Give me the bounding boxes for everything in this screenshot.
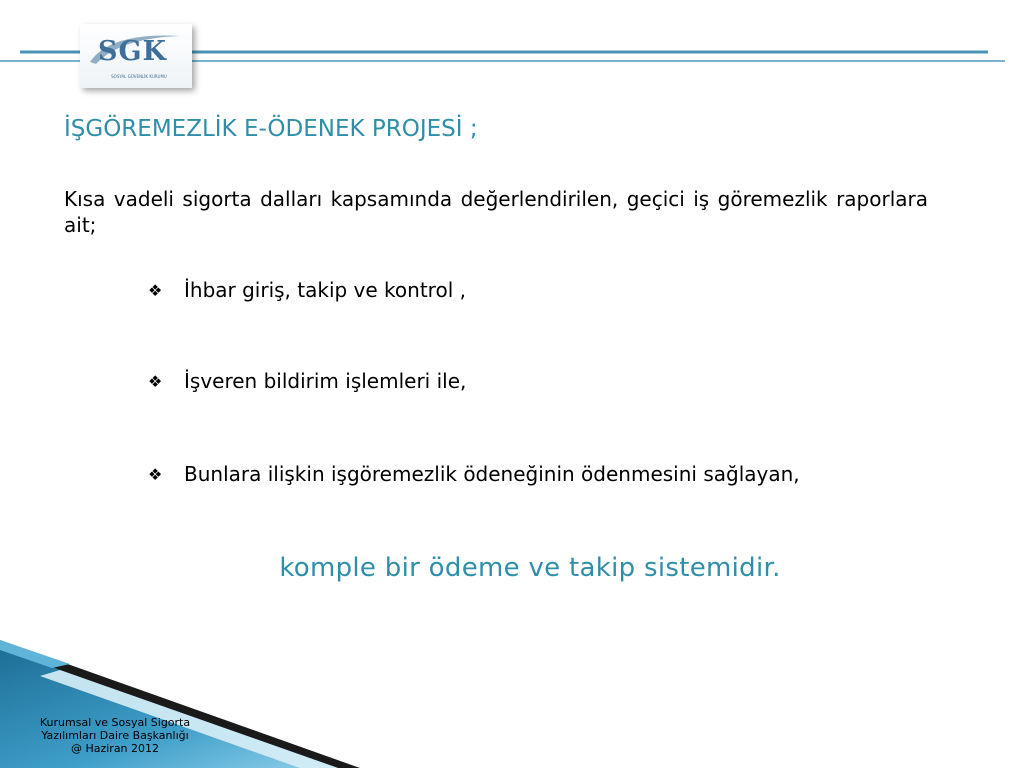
footer-line-3: @ Haziran 2012 bbox=[70, 742, 160, 755]
footer-line-1: Kurumsal ve Sosyal Sigorta bbox=[39, 716, 191, 729]
footer-line-2: Yazılımları Daire Başkanlığı bbox=[41, 729, 189, 742]
bullet-text-1: İhbar giriş, takip ve kontrol , bbox=[184, 278, 466, 302]
bullet-item-2 bbox=[148, 369, 928, 394]
sgk-logo bbox=[80, 24, 192, 88]
bullet-text-3: Bunlara ilişkin işgöremezlik ödeneğinin ödenmesini sağlayan, bbox=[184, 462, 800, 486]
logo-subtitle: SOSYAL GÜVENLİK KURUMU bbox=[111, 74, 167, 79]
diamond-bullet-icon: ❖ bbox=[148, 372, 163, 391]
bullet-item-1 bbox=[148, 278, 928, 303]
bullet-item-3 bbox=[148, 462, 928, 487]
closing-statement: komple bir ödeme ve takip sistemidir. bbox=[279, 553, 781, 583]
bullet-text-2: İşveren bildirim işlemleri ile, bbox=[184, 369, 467, 393]
diamond-bullet-icon: ❖ bbox=[148, 465, 163, 484]
logo-text: SGK bbox=[98, 36, 168, 67]
footer-credit bbox=[30, 716, 200, 755]
diamond-bullet-icon: ❖ bbox=[148, 281, 163, 300]
slide-title: İŞGÖREMEZLİK E-ÖDENEK PROJESİ ; bbox=[64, 116, 478, 142]
intro-paragraph: Kısa vadeli sigorta dalları kapsamında değerlendirilen, geçici iş göremezlik raporlara ait; bbox=[64, 187, 928, 237]
